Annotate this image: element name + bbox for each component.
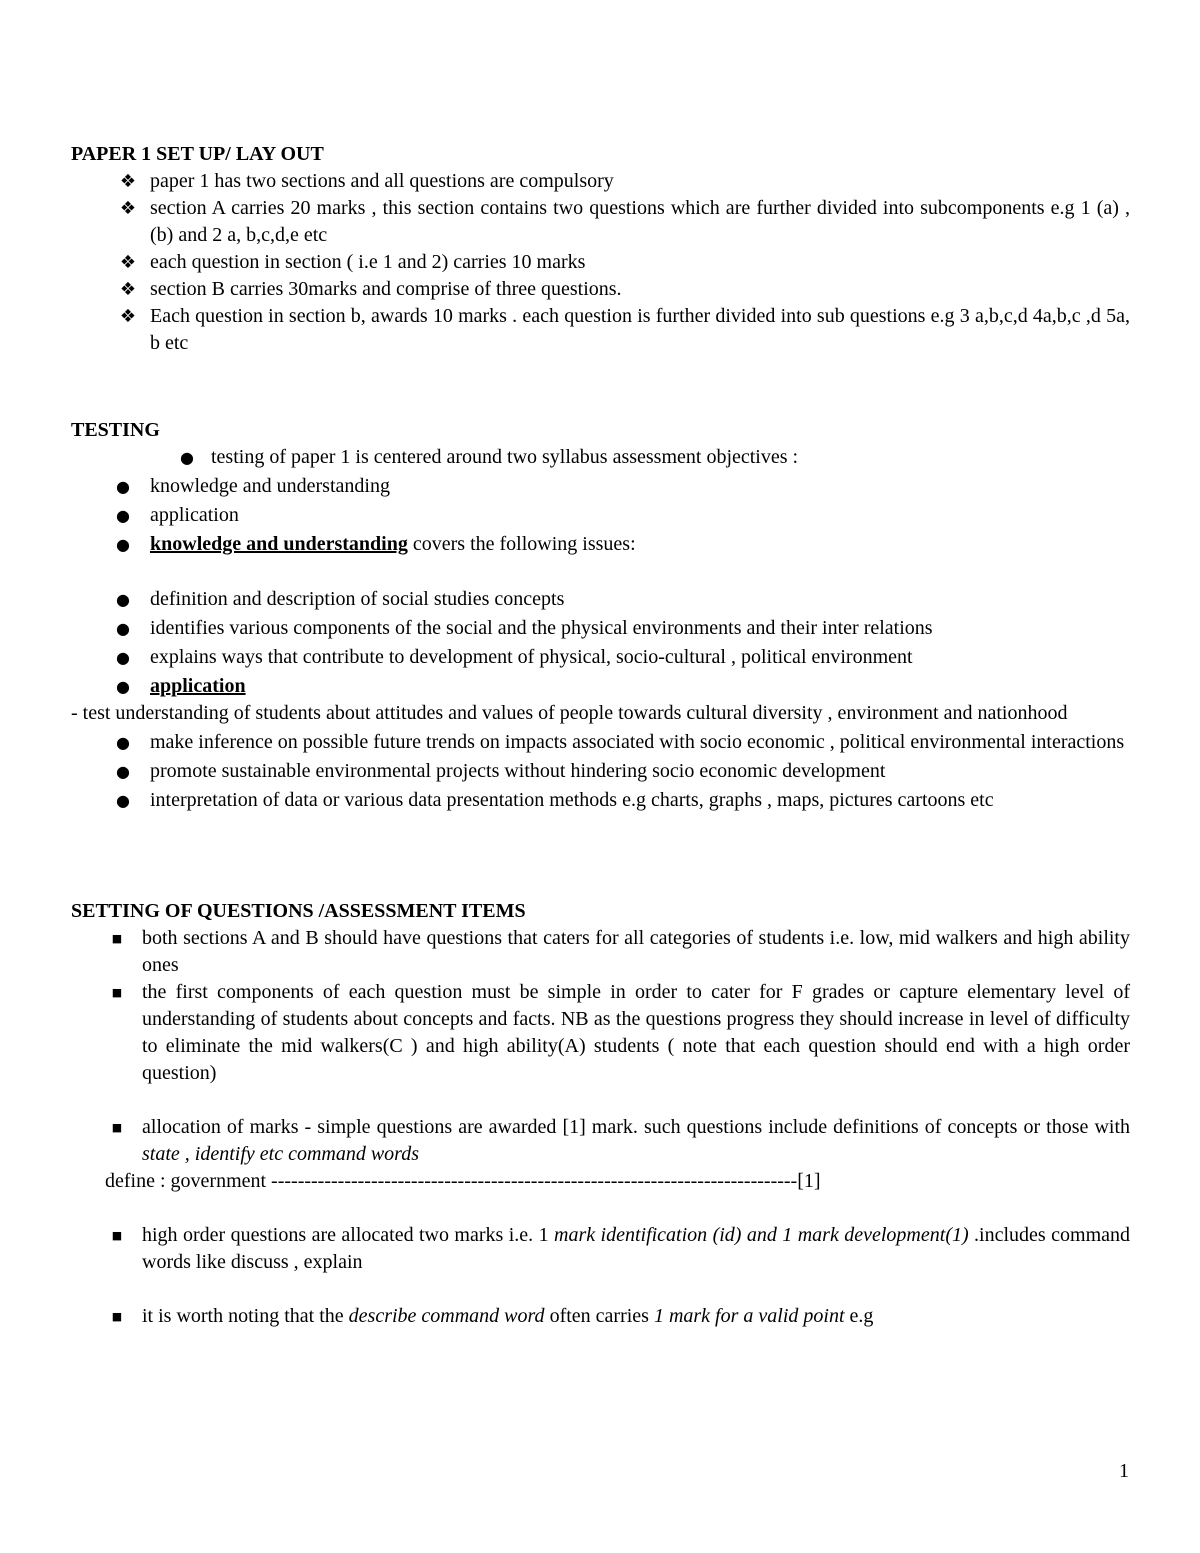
dot-bullet-icon: ● xyxy=(180,448,194,467)
diamond-bullet-icon: ❖ xyxy=(119,198,137,219)
list-item: ● knowledge and understanding xyxy=(71,473,1130,500)
list-item: ❖ paper 1 has two sections and all questions are compulsory xyxy=(71,168,1130,195)
list-item: ❖ section B carries 30marks and comprise of three questions. xyxy=(71,276,1130,303)
list-item: ❖ each question in section ( i.e 1 and 2) carries 10 marks xyxy=(71,249,1130,276)
define-example: define : government -------------------------------------------------------------------------------[1] xyxy=(105,1170,821,1192)
paper1-list xyxy=(71,168,1130,357)
list-item: ■ allocation of marks - simple questions are awarded [1] mark. such questions include definitions of concepts or those with state , identify etc command words xyxy=(71,1114,1130,1168)
list-item: ❖ section A carries 20 marks , this section contains two questions which are further divided into subcomponents e.g 1 (a) , (b) and 2 a, b,c,d,e etc xyxy=(71,195,1130,249)
list-item: ■ it is worth noting that the describe command word often carries 1 mark for a valid point e.g xyxy=(71,1303,1130,1330)
list-item: ❖ Each question in section b, awards 10 marks . each question is further divided into sub questions e.g 3 a,b,c,d 4a,b,c ,d 5a, b etc xyxy=(71,303,1130,357)
list-item: ● promote sustainable environmental projects without hindering socio economic development xyxy=(71,758,1130,785)
testing-list xyxy=(71,444,1130,558)
dot-bullet-icon: ● xyxy=(116,506,130,525)
diamond-bullet-icon: ❖ xyxy=(119,171,137,192)
list-item: ● definition and description of social studies concepts xyxy=(71,586,1130,613)
list-item: ● testing of paper 1 is centered around two syllabus assessment objectives : xyxy=(71,444,1130,471)
square-bullet-icon: ■ xyxy=(111,1121,123,1134)
dot-bullet-icon: ● xyxy=(116,648,130,667)
describe-list xyxy=(71,1303,1130,1330)
list-item: ● application xyxy=(71,502,1130,529)
list-item: ● identifies various components of the social and the physical environments and their inter relations xyxy=(71,615,1130,642)
heading-testing: TESTING xyxy=(71,419,160,441)
heading-paper1: PAPER 1 SET UP/ LAY OUT xyxy=(71,143,324,165)
diamond-bullet-icon: ❖ xyxy=(119,252,137,273)
dot-bullet-icon: ● xyxy=(116,791,130,810)
list-item: ■ high order questions are allocated two marks i.e. 1 mark identification (id) and 1 mark development(1) .includes command words like discuss , explain xyxy=(71,1222,1130,1276)
diamond-bullet-icon: ❖ xyxy=(119,306,137,327)
dot-bullet-icon: ● xyxy=(116,762,130,781)
dot-bullet-icon: ● xyxy=(116,535,130,554)
dot-bullet-icon: ● xyxy=(116,677,130,696)
setting-list xyxy=(71,925,1130,1087)
marks-list xyxy=(71,1114,1130,1168)
application-list xyxy=(71,729,1130,814)
high-order-list xyxy=(71,1222,1130,1276)
square-bullet-icon: ■ xyxy=(111,1229,123,1242)
list-item: ■ both sections A and B should have questions that caters for all categories of students i.e. low, mid walkers and high ability ones xyxy=(71,925,1130,979)
list-item: ■ the first components of each question must be simple in order to cater for F grades or capture elementary level of understanding of students about concepts and facts. NB as the questions progress they should increase in level of difficulty to eliminate the mid walkers(C ) and high ability(A) students ( note that each question should end with a high order question) xyxy=(71,979,1130,1087)
square-bullet-icon: ■ xyxy=(111,1310,123,1323)
list-item: ● explains ways that contribute to development of physical, socio-cultural , political environment xyxy=(71,644,1130,671)
diamond-bullet-icon: ❖ xyxy=(119,279,137,300)
list-item: ● knowledge and understanding covers the following issues: xyxy=(71,531,1130,558)
knowledge-list xyxy=(71,586,1130,700)
list-item: ● application xyxy=(71,673,1130,700)
document-page xyxy=(71,141,1130,1330)
list-item: ● interpretation of data or various data presentation methods e.g charts, graphs , maps, pictures cartoons etc xyxy=(71,787,1130,814)
page-number: 1 xyxy=(1119,1460,1129,1482)
dot-bullet-icon: ● xyxy=(116,477,130,496)
square-bullet-icon: ■ xyxy=(111,986,123,999)
application-paragraph: - test understanding of students about attitudes and values of people towards cultural diversity , environment and nationhood xyxy=(71,702,1068,724)
heading-setting: SETTING OF QUESTIONS /ASSESSMENT ITEMS xyxy=(71,900,526,922)
list-item: ● make inference on possible future trends on impacts associated with socio economic , political environmental interactions xyxy=(71,729,1130,756)
square-bullet-icon: ■ xyxy=(111,932,123,945)
dot-bullet-icon: ● xyxy=(116,590,130,609)
dot-bullet-icon: ● xyxy=(116,619,130,638)
dot-bullet-icon: ● xyxy=(116,733,130,752)
